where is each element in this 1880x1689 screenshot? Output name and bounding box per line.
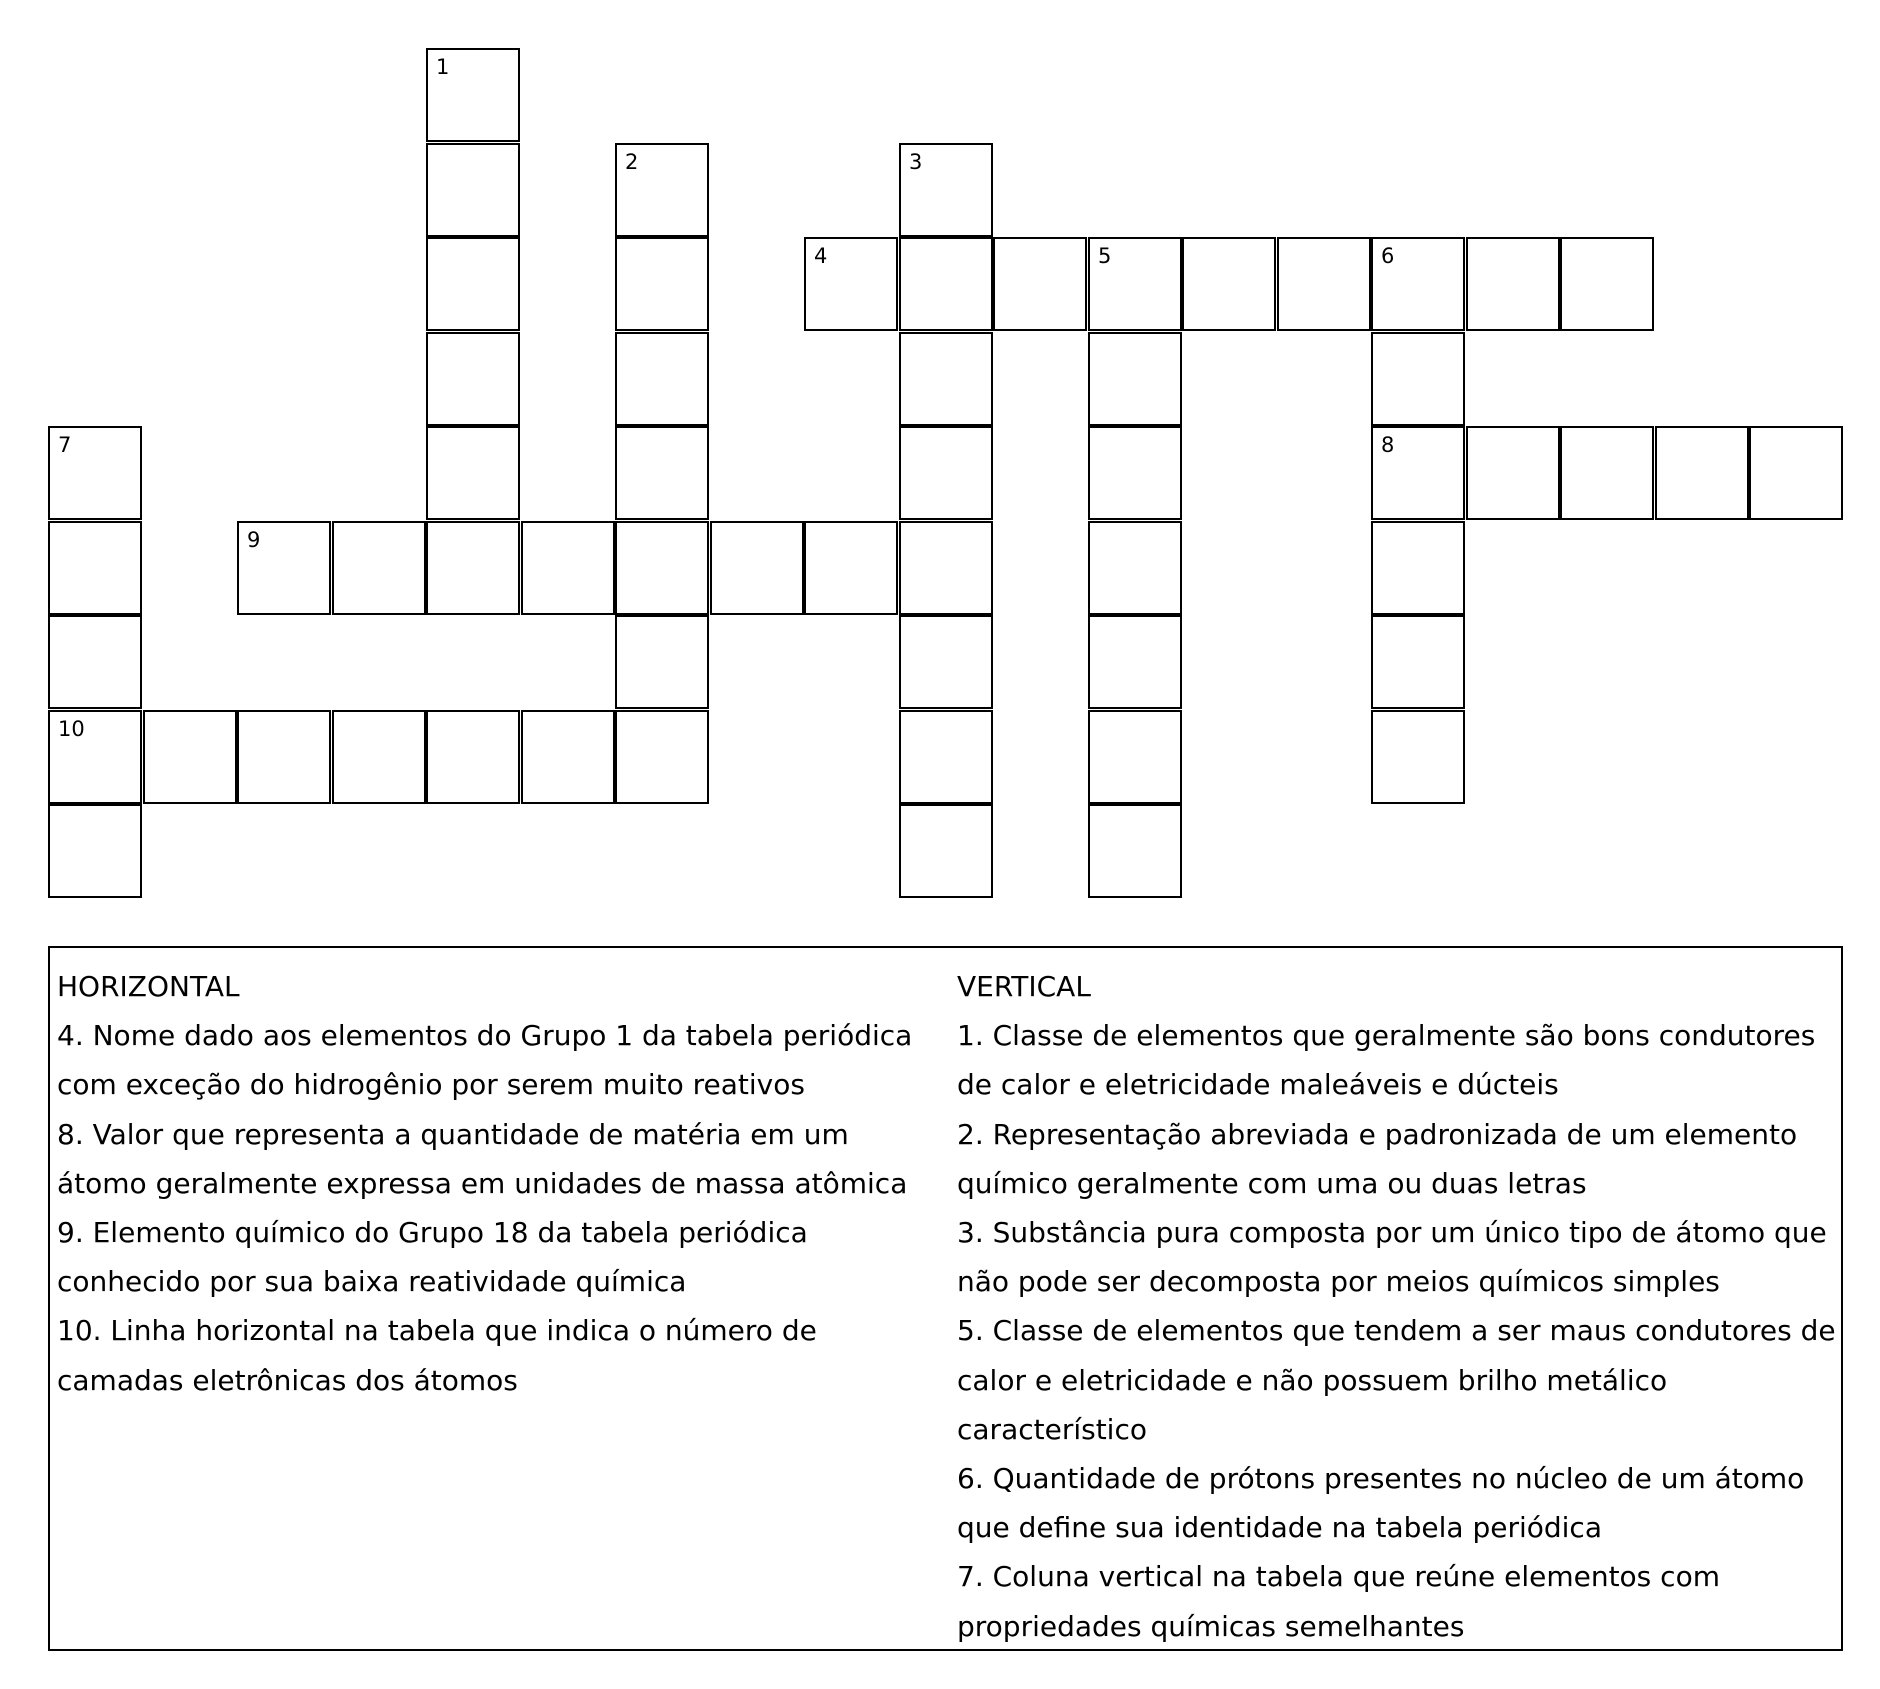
grid-cell[interactable] <box>521 521 615 615</box>
grid-cell[interactable] <box>1277 237 1371 331</box>
grid-cell[interactable] <box>1088 426 1182 520</box>
grid-cell[interactable] <box>615 615 709 709</box>
grid-cell[interactable] <box>804 521 898 615</box>
grid-cell[interactable] <box>332 521 426 615</box>
clue-number: 1 <box>436 55 450 79</box>
vertical-clues <box>957 962 1837 1651</box>
grid-cell[interactable] <box>1560 426 1654 520</box>
clue-number: 6 <box>1381 244 1395 268</box>
vertical-heading: VERTICAL <box>957 970 1091 1003</box>
grid-cell[interactable] <box>1749 426 1843 520</box>
clue-across-4: 4. Nome dado aos elementos do Grupo 1 da tabela periódica com exceção do hidrogênio por serem muito reativos <box>57 1019 913 1102</box>
grid-cell[interactable] <box>1182 237 1276 331</box>
clue-down-5: 5. Classe de elementos que tendem a ser maus condutores de calor e eletricidade e não possuem brilho metálico característico <box>957 1314 1836 1446</box>
grid-cell-2[interactable] <box>615 143 709 237</box>
grid-cell[interactable] <box>615 710 709 804</box>
grid-cell[interactable] <box>710 521 804 615</box>
clue-number: 9 <box>247 528 261 552</box>
grid-cell-9[interactable] <box>237 521 331 615</box>
grid-cell[interactable] <box>615 332 709 426</box>
clue-down-3: 3. Substância pura composta por um único tipo de átomo que não pode ser decomposta por meios químicos simples <box>957 1216 1827 1299</box>
horizontal-heading: HORIZONTAL <box>57 970 240 1003</box>
grid-cell[interactable] <box>1088 710 1182 804</box>
grid-cell[interactable] <box>521 710 615 804</box>
grid-cell[interactable] <box>615 521 709 615</box>
grid-cell-7[interactable] <box>48 426 142 520</box>
grid-cell-1[interactable] <box>426 48 520 142</box>
grid-cell-8[interactable] <box>1371 426 1465 520</box>
grid-cell[interactable] <box>1371 332 1465 426</box>
grid-cell[interactable] <box>426 426 520 520</box>
grid-cell[interactable] <box>899 804 993 898</box>
grid-cell[interactable] <box>899 237 993 331</box>
grid-cell[interactable] <box>1088 521 1182 615</box>
grid-cell[interactable] <box>615 426 709 520</box>
grid-cell[interactable] <box>143 710 237 804</box>
grid-cell[interactable] <box>1088 332 1182 426</box>
grid-cell[interactable] <box>899 332 993 426</box>
clue-across-8: 8. Valor que representa a quantidade de matéria em um átomo geralmente expressa em unidades de massa atômica <box>57 1117 908 1200</box>
grid-cell[interactable] <box>48 804 142 898</box>
clues-box <box>48 946 1843 1651</box>
grid-cell[interactable] <box>993 237 1087 331</box>
clue-number: 4 <box>814 244 828 268</box>
clue-across-9: 9. Elemento químico do Grupo 18 da tabela periódica conhecido por sua baixa reatividade química <box>57 1216 808 1299</box>
clue-down-2: 2. Representação abreviada e padronizada de um elemento químico geralmente com uma ou duas letras <box>957 1117 1798 1200</box>
clue-down-6: 6. Quantidade de prótons presentes no núcleo de um átomo que define sua identidade na tabela periódica <box>957 1462 1805 1545</box>
grid-cell[interactable] <box>1560 237 1654 331</box>
grid-cell[interactable] <box>1371 710 1465 804</box>
grid-cell[interactable] <box>237 710 331 804</box>
grid-cell[interactable] <box>615 237 709 331</box>
grid-cell[interactable] <box>899 615 993 709</box>
horizontal-clues <box>57 962 947 1405</box>
grid-cell-6[interactable] <box>1371 237 1465 331</box>
clue-down-1: 1. Classe de elementos que geralmente são bons condutores de calor e eletricidade maleáveis e dúcteis <box>957 1019 1816 1102</box>
grid-cell[interactable] <box>426 143 520 237</box>
grid-cell[interactable] <box>426 521 520 615</box>
grid-cell[interactable] <box>899 426 993 520</box>
grid-cell[interactable] <box>426 332 520 426</box>
grid-cell[interactable] <box>1088 615 1182 709</box>
clue-number: 7 <box>58 433 72 457</box>
grid-cell[interactable] <box>899 521 993 615</box>
grid-cell-4[interactable] <box>804 237 898 331</box>
grid-cell-3[interactable] <box>899 143 993 237</box>
grid-cell[interactable] <box>1466 237 1560 331</box>
clue-number: 3 <box>909 150 923 174</box>
clue-down-7: 7. Coluna vertical na tabela que reúne elementos com propriedades químicas semelhantes <box>957 1560 1720 1643</box>
grid-cell-5[interactable] <box>1088 237 1182 331</box>
clue-number: 8 <box>1381 433 1395 457</box>
clue-number: 10 <box>58 717 85 741</box>
grid-cell[interactable] <box>426 710 520 804</box>
clue-across-10: 10. Linha horizontal na tabela que indica o número de camadas eletrônicas dos átomos <box>57 1314 817 1397</box>
grid-cell[interactable] <box>1371 521 1465 615</box>
grid-cell[interactable] <box>48 521 142 615</box>
grid-cell[interactable] <box>48 615 142 709</box>
grid-cell[interactable] <box>332 710 426 804</box>
grid-cell[interactable] <box>1466 426 1560 520</box>
grid-cell[interactable] <box>1088 804 1182 898</box>
grid-cell-10[interactable] <box>48 710 142 804</box>
grid-cell[interactable] <box>899 710 993 804</box>
clue-number: 5 <box>1098 244 1112 268</box>
grid-cell[interactable] <box>426 237 520 331</box>
grid-cell[interactable] <box>1371 615 1465 709</box>
grid-cell[interactable] <box>1655 426 1749 520</box>
clue-number: 2 <box>625 150 639 174</box>
